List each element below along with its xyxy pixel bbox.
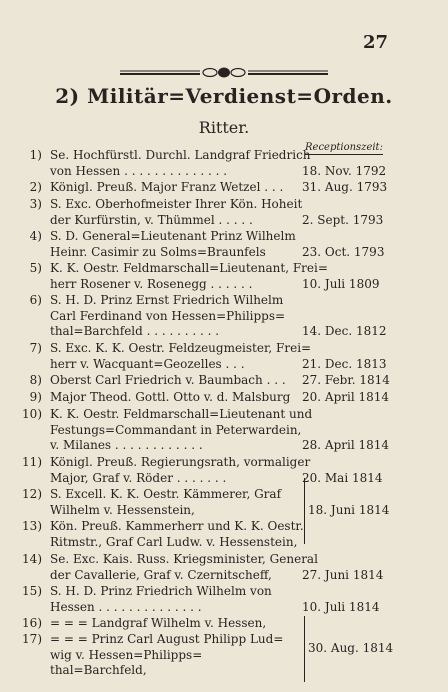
entry-line: S. H. D. Prinz Ernst Friedrich Wilhelm	[50, 293, 284, 307]
entry-line: Kön. Preuß. Kammerherr und K. K. Oestr.	[50, 519, 304, 533]
entry-number: 14)	[22, 552, 42, 566]
entry-number: 6)	[29, 293, 42, 307]
entry-date: 28. April 1814	[302, 438, 390, 452]
entry-number: 17)	[22, 632, 42, 646]
entry-line: der Cavallerie, Graf v. Czernitscheff,	[50, 567, 272, 582]
entry-line: Hessen . . . . . . . . . . . . . .	[50, 599, 202, 614]
entry-line: Se. Hochfürstl. Durchl. Landgraf Friedrich	[50, 148, 311, 162]
entry-line: Ritmstr., Graf Carl Ludw. v. Hessenstein,	[50, 534, 298, 549]
entry-line: Festungs=Commandant in Peterwardein,	[50, 422, 302, 437]
entry-date: 10. Juli 1814	[302, 599, 380, 614]
entry-date: 20. Mai 1814	[302, 470, 383, 485]
entry-date: 31. Aug. 1793	[302, 180, 388, 194]
entry-line: Wilhelm v. Hessenstein,	[50, 502, 195, 517]
entry-number: 13)	[22, 519, 42, 533]
entry-number: 16)	[22, 616, 42, 630]
entry-date: 2. Sept. 1793	[302, 212, 384, 227]
entry-number: 7)	[29, 341, 42, 355]
entry-line: Se. Exc. Kais. Russ. Kriegsminister, General	[50, 552, 318, 566]
entry-number: 11)	[22, 455, 42, 469]
entry-line: Königl. Preuß. Regierungsrath, vormaliger	[50, 455, 311, 469]
entry-line: K. K. Oestr. Feldmarschall=Lieutenant, Frei=	[50, 261, 328, 275]
entry-line: Oberst Carl Friedrich v. Baumbach . . .	[50, 373, 286, 387]
entry-number: 4)	[29, 229, 42, 243]
entry-line: Königl. Preuß. Major Franz Wetzel . . .	[50, 180, 284, 194]
entry-line: S. D. General=Lieutenant Prinz Wilhelm	[50, 229, 296, 243]
entry-line: = = = Prinz Carl August Philipp Lud=	[50, 632, 284, 646]
entry-number: 2)	[29, 180, 42, 194]
entry-date: 23. Oct. 1793	[302, 244, 385, 259]
entry-date: 18. Nov. 1792	[302, 163, 387, 178]
entry-date: 27. Febr. 1814	[302, 373, 390, 387]
entry-number: 3)	[29, 197, 42, 211]
entry-line: Major Theod. Gottl. Otto v. d. Malsburg	[50, 390, 291, 404]
entry-date: 10. Juli 1809	[302, 276, 380, 291]
subheading: Ritter.	[198, 118, 250, 137]
entry-number: 8)	[29, 373, 42, 387]
entry-line: wig v. Hessen=Philipps=	[50, 647, 203, 662]
entry-line: = = = Landgraf Wilhelm v. Hessen,	[50, 616, 267, 630]
entry-number: 10)	[22, 407, 42, 421]
entry-number: 15)	[22, 584, 42, 598]
entry-line: Major, Graf v. Röder . . . . . . .	[50, 470, 227, 485]
entry-date: 21. Dec. 1813	[302, 356, 387, 371]
entry-line: S. H. D. Prinz Friedrich Wilhelm von	[50, 584, 272, 598]
entry-line: herr Rosener v. Rosenegg . . . . . .	[50, 276, 253, 291]
brace	[298, 616, 305, 682]
entry-line: thal=Barchfeld,	[50, 663, 147, 677]
entry-line: der Kurfürstin, v. Thümmel . . . . .	[50, 212, 253, 227]
entry-line: K. K. Oestr. Feldmarschall=Lieutenant und	[50, 407, 313, 421]
entry-line: Carl Ferdinand von Hessen=Philipps=	[50, 308, 286, 323]
entry-line: thal=Barchfeld . . . . . . . . . .	[50, 324, 220, 338]
entry-line: herr v. Wacquant=Geozelles . . .	[50, 356, 245, 371]
entry-number: 1)	[29, 148, 42, 162]
entry-line: von Hessen . . . . . . . . . . . . . .	[50, 163, 228, 178]
entry-line: Heinr. Casimir zu Solms=Braunfels	[50, 244, 266, 259]
entry-date: 30. Aug. 1814	[308, 641, 394, 655]
ornament-divider	[0, 66, 448, 78]
entry-line: S. Exc. K. K. Oestr. Feldzeugmeister, Frei=	[50, 341, 312, 355]
entry-date: 14. Dec. 1812	[302, 324, 387, 338]
section-title: 2) Militär=Verdienst=Orden.	[55, 84, 393, 108]
entry-line: S. Excell. K. K. Oestr. Kämmerer, Graf	[50, 487, 282, 501]
entry-line: v. Milanes . . . . . . . . . . . .	[50, 438, 203, 452]
entry-date: 18. Juni 1814	[308, 503, 390, 517]
column-header: Receptionszeit:	[305, 142, 383, 153]
entry-number: 5)	[29, 261, 42, 275]
entry-number: 12)	[22, 487, 42, 501]
entry-date: 27. Juni 1814	[302, 567, 384, 582]
entry-date: 20. April 1814	[302, 390, 390, 404]
entry-number: 9)	[29, 390, 42, 404]
entry-line: S. Exc. Oberhofmeister Ihrer Kön. Hoheit	[50, 197, 303, 211]
page-number: 27	[362, 32, 388, 53]
brace	[298, 478, 305, 544]
